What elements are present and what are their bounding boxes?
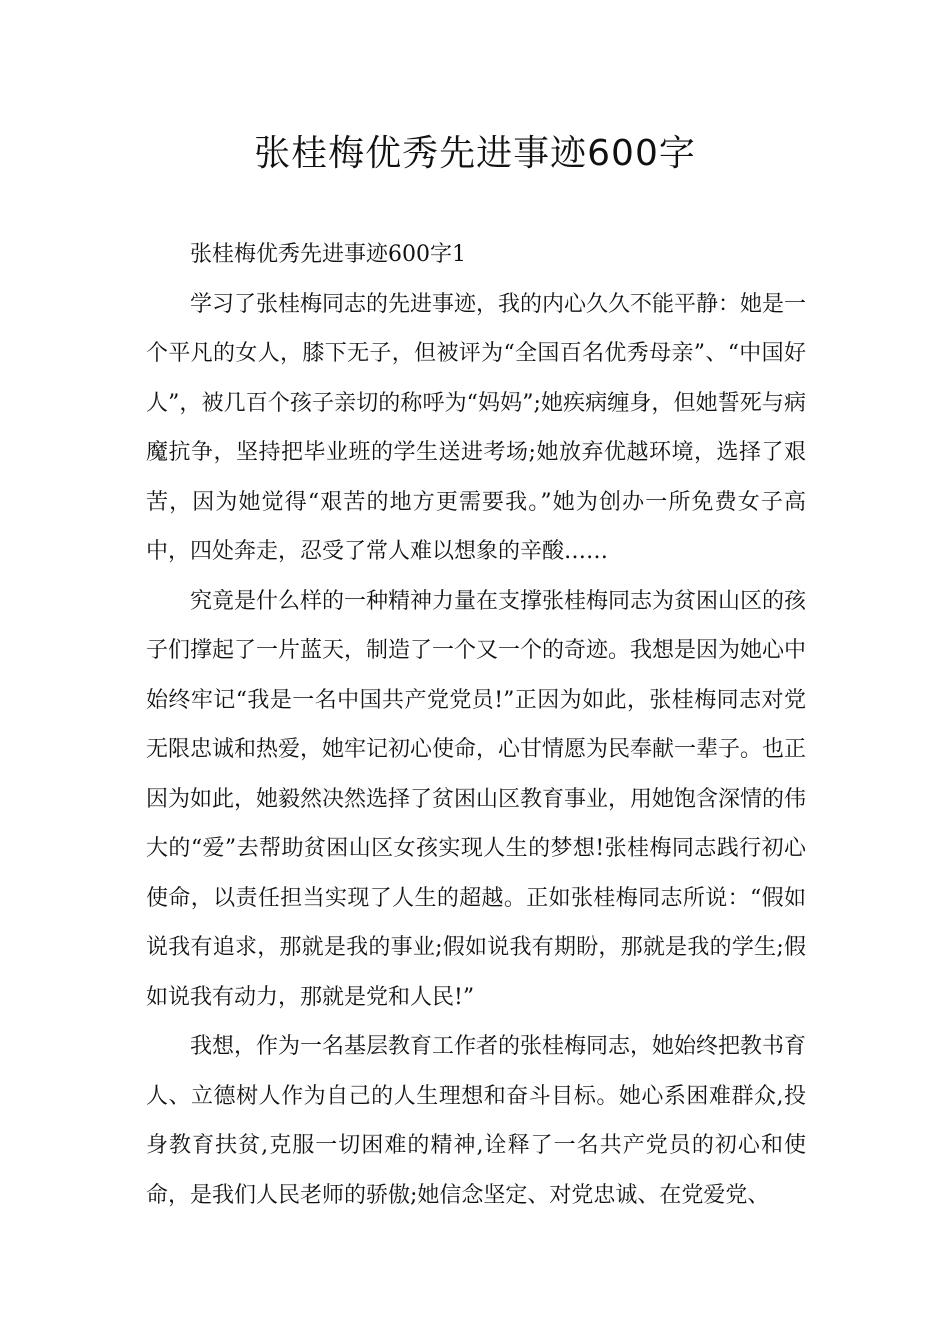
document-title: 张桂梅优秀先进事迹600字: [254, 133, 696, 174]
section-heading: 张桂梅优秀先进事迹600字1: [190, 242, 466, 267]
paragraph-1: 学习了张桂梅同志的先进事迹，我的内心久久不能平静：她是一个平凡的女人，膝下无子，但被评为“全国百名优秀母亲”、“中国好人”，被几百个孩子亲切的称呼为“妈妈”;她疾病缠身，但她誓死与病魔抗争，坚持把毕业班的学生送进考场;她放弃优越环境，选择了艰苦，因为她觉得“艰苦的地方更需要我。”她为创办一所免费女子高中，四处奔走，忍受了常人难以想象的辛酸……: [146, 291, 807, 564]
paragraph-2: 究竟是什么样的一种精神力量在支撑张桂梅同志为贫困山区的孩子们撑起了一片蓝天，制造了一个又一个的奇迹。我想是因为她心中始终牢记“我是一名中国共产党党员!”正因为如此，张桂梅同志对党无限忠诚和热爱，她牢记初心使命，心甘情愿为民奉献一辈子。也正因为如此，她毅然决然选择了贫困山区教育事业，用她饱含深情的伟大的“爱”去帮助贫困山区女孩实现人生的梦想!张桂梅同志践行初心使命，以责任担当实现了人生的超越。正如张桂梅同志所说：“假如说我有追求，那就是我的事业;假如说我有期盼，那就是我的学生;假如说我有动力，那就是党和人民!”: [146, 588, 807, 1010]
document-body: [146, 230, 806, 1220]
paragraph-3: 我想，作为一名基层教育工作者的张桂梅同志，她始终把教书育人、立德树人作为自己的人生理想和奋斗目标。她心系困难群众,投身教育扶贫,克服一切困难的精神,诠释了一名共产党员的初心和使命，是我们人民老师的骄傲;她信念坚定、对党忠诚、在党爱党、: [146, 1034, 807, 1208]
